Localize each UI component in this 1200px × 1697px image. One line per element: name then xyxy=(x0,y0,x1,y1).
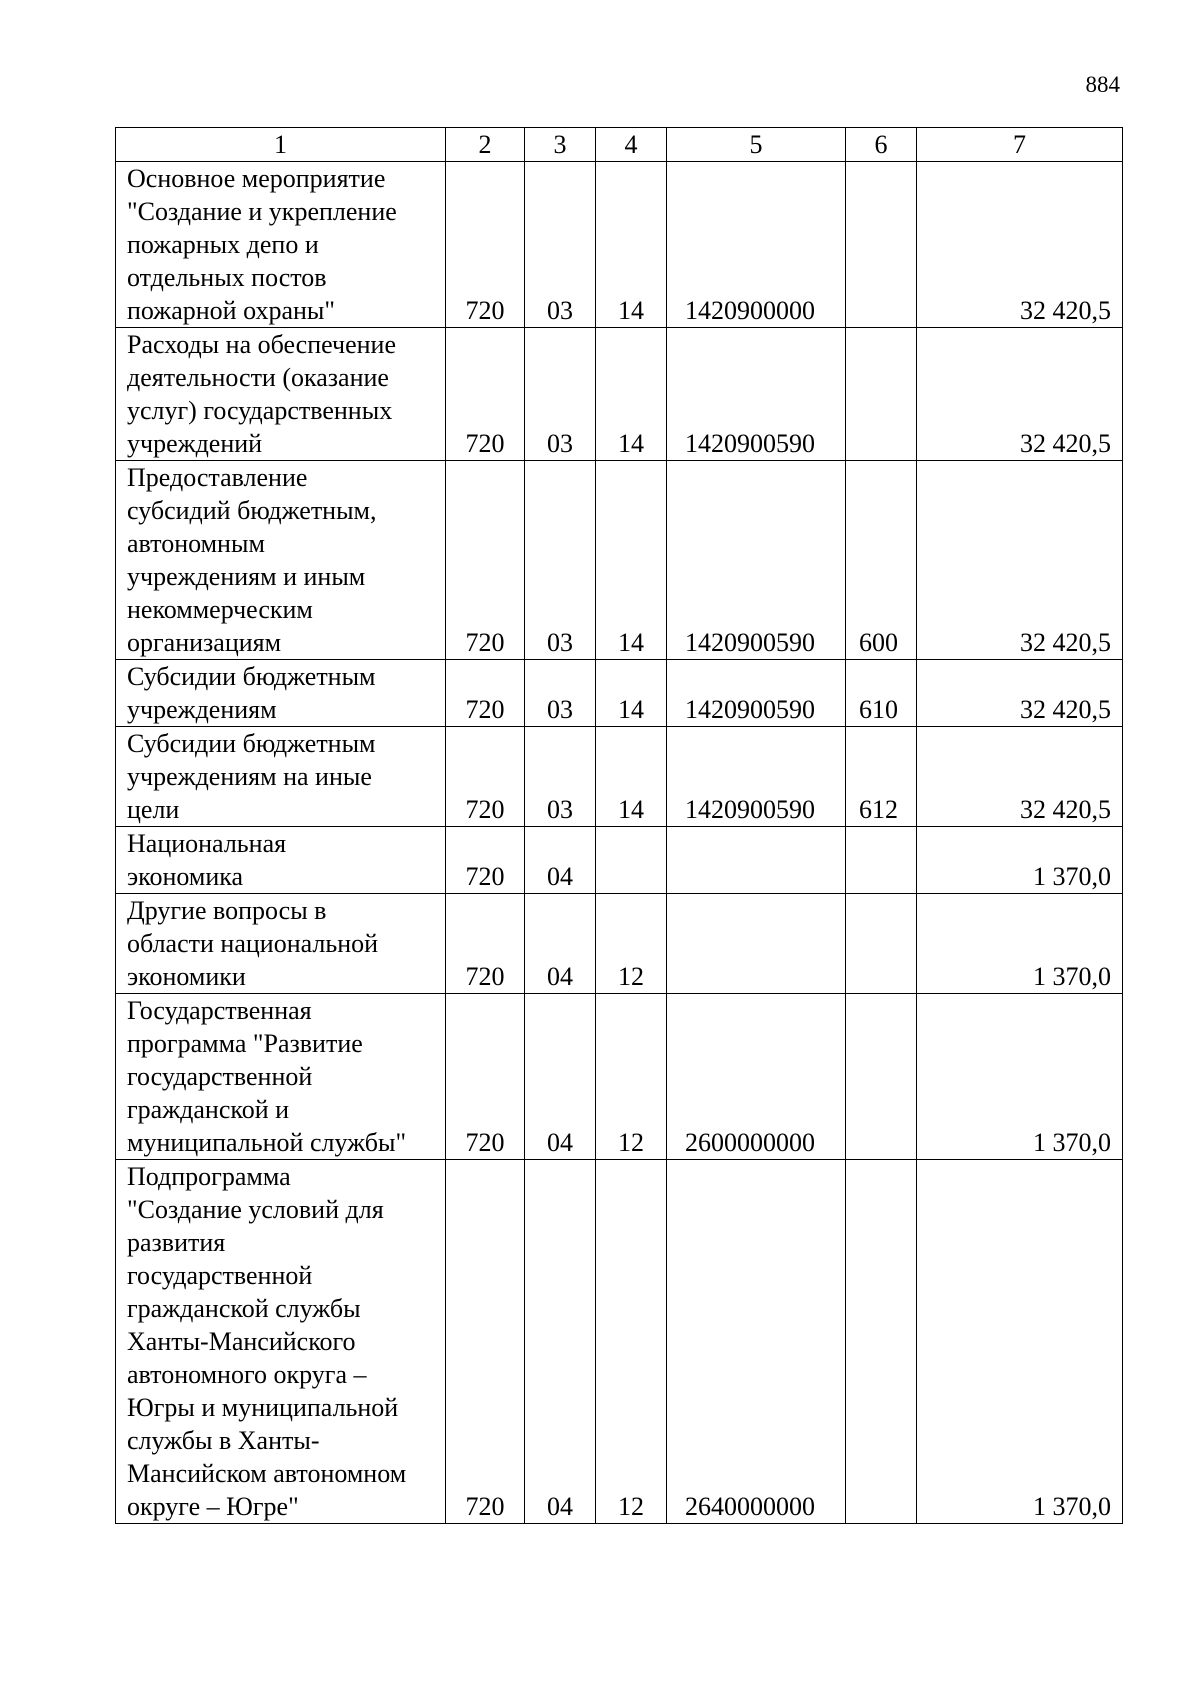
cell-name-line: "Создание и укрепление xyxy=(127,197,397,226)
cell-name-line: некоммерческим xyxy=(127,595,313,624)
cell-subsection: 14 xyxy=(596,461,667,660)
table-row xyxy=(116,461,1123,660)
cell-name-line: развития xyxy=(127,1228,226,1257)
cell-expense-type xyxy=(846,162,917,328)
cell-section: 04 xyxy=(525,1160,596,1524)
header-cell-2: 2 xyxy=(446,128,525,162)
cell-ved: 720 xyxy=(446,994,525,1160)
cell-target-code xyxy=(667,827,846,894)
table-body xyxy=(116,162,1123,1524)
cell-amount: 1 370,0 xyxy=(917,1160,1123,1524)
header-cell-4: 4 xyxy=(596,128,667,162)
cell-expense-type: 610 xyxy=(846,660,917,727)
cell-name-line: экономики xyxy=(127,962,246,991)
cell-amount: 1 370,0 xyxy=(917,894,1123,994)
cell-section: 03 xyxy=(525,162,596,328)
cell-name-line: учреждениям и иным xyxy=(127,562,366,591)
cell-section: 03 xyxy=(525,727,596,827)
cell-section: 03 xyxy=(525,660,596,727)
cell-name-line: экономика xyxy=(127,862,244,891)
cell-ved: 720 xyxy=(446,827,525,894)
cell-name-line: услуг) государственных xyxy=(127,396,393,425)
cell-name xyxy=(116,1160,446,1524)
cell-target-code: 2600000000 xyxy=(667,994,846,1160)
cell-name-line: программа "Развитие xyxy=(127,1029,363,1058)
cell-subsection: 12 xyxy=(596,994,667,1160)
page-number: 884 xyxy=(1085,72,1120,97)
cell-amount: 32 420,5 xyxy=(917,660,1123,727)
cell-amount: 1 370,0 xyxy=(917,994,1123,1160)
cell-name-line: Государственная xyxy=(127,996,312,1025)
cell-name-line: Подпрограмма xyxy=(127,1162,291,1191)
cell-ved: 720 xyxy=(446,894,525,994)
cell-ved: 720 xyxy=(446,1160,525,1524)
cell-name-line: учреждениям xyxy=(127,695,277,724)
table-row xyxy=(116,727,1123,827)
cell-name-line: субсидий бюджетным, xyxy=(127,496,377,525)
cell-ved: 720 xyxy=(446,727,525,827)
cell-ved: 720 xyxy=(446,162,525,328)
cell-name-line: пожарной охраны" xyxy=(127,296,335,325)
cell-name xyxy=(116,727,446,827)
cell-section: 04 xyxy=(525,894,596,994)
table-row xyxy=(116,894,1123,994)
cell-name-line: государственной xyxy=(127,1062,313,1091)
cell-name-line: Ханты-Мансийского xyxy=(127,1327,356,1356)
cell-name-line: учреждений xyxy=(127,429,263,458)
cell-name xyxy=(116,894,446,994)
cell-subsection xyxy=(596,827,667,894)
cell-name xyxy=(116,660,446,727)
cell-amount: 32 420,5 xyxy=(917,162,1123,328)
table-header xyxy=(116,128,1123,162)
cell-name xyxy=(116,162,446,328)
cell-name-line: Другие вопросы в xyxy=(127,896,327,925)
table-row xyxy=(116,1160,1123,1524)
cell-name-line: "Создание условий для xyxy=(127,1195,384,1224)
cell-name-line: деятельности (оказание xyxy=(127,363,389,392)
cell-name-line: Субсидии бюджетным xyxy=(127,662,376,691)
cell-name-line: Национальная xyxy=(127,829,287,858)
cell-section: 03 xyxy=(525,328,596,461)
cell-section: 04 xyxy=(525,827,596,894)
cell-target-code: 1420900000 xyxy=(667,162,846,328)
cell-target-code: 1420900590 xyxy=(667,727,846,827)
cell-subsection: 14 xyxy=(596,660,667,727)
cell-expense-type xyxy=(846,827,917,894)
cell-name-line: Предоставление xyxy=(127,463,308,492)
header-cell-7: 7 xyxy=(917,128,1123,162)
header-cell-3: 3 xyxy=(525,128,596,162)
header-cell-6: 6 xyxy=(846,128,917,162)
cell-subsection: 12 xyxy=(596,1160,667,1524)
cell-target-code xyxy=(667,894,846,994)
cell-name xyxy=(116,827,446,894)
cell-name-line: организациям xyxy=(127,628,282,657)
cell-expense-type: 612 xyxy=(846,727,917,827)
cell-amount: 32 420,5 xyxy=(917,461,1123,660)
cell-name-line: автономным xyxy=(127,529,265,558)
cell-expense-type xyxy=(846,1160,917,1524)
cell-name xyxy=(116,994,446,1160)
header-cell-1: 1 xyxy=(116,128,446,162)
table-row xyxy=(116,328,1123,461)
table-row xyxy=(116,162,1123,328)
cell-name-line: Мансийском автономном xyxy=(127,1459,407,1488)
cell-name-line: Субсидии бюджетным xyxy=(127,729,376,758)
cell-section: 04 xyxy=(525,994,596,1160)
cell-expense-type xyxy=(846,328,917,461)
cell-name-line: государственной xyxy=(127,1261,313,1290)
cell-name-line: гражданской и xyxy=(127,1095,290,1124)
cell-amount: 32 420,5 xyxy=(917,328,1123,461)
cell-name-line: муниципальной службы" xyxy=(127,1128,407,1157)
cell-ved: 720 xyxy=(446,461,525,660)
cell-expense-type xyxy=(846,994,917,1160)
cell-section: 03 xyxy=(525,461,596,660)
cell-ved: 720 xyxy=(446,660,525,727)
cell-subsection: 14 xyxy=(596,328,667,461)
cell-name-line: округе – Югре" xyxy=(127,1492,299,1521)
table-row xyxy=(116,660,1123,727)
cell-name-line: автономного округа – xyxy=(127,1360,367,1389)
cell-target-code: 2640000000 xyxy=(667,1160,846,1524)
cell-name-line: области национальной xyxy=(127,929,379,958)
cell-ved: 720 xyxy=(446,328,525,461)
cell-name-line: цели xyxy=(127,795,180,824)
cell-subsection: 12 xyxy=(596,894,667,994)
cell-name-line: гражданской службы xyxy=(127,1294,361,1323)
cell-name xyxy=(116,461,446,660)
cell-name-line: Расходы на обеспечение xyxy=(127,330,397,359)
cell-name-line: учреждениям на иные xyxy=(127,762,372,791)
table-row xyxy=(116,827,1123,894)
cell-expense-type: 600 xyxy=(846,461,917,660)
cell-name-line: Югры и муниципальной xyxy=(127,1393,399,1422)
cell-name-line: пожарных депо и xyxy=(127,230,319,259)
cell-subsection: 14 xyxy=(596,727,667,827)
cell-target-code: 1420900590 xyxy=(667,461,846,660)
table-row xyxy=(116,994,1123,1160)
header-cell-5: 5 xyxy=(667,128,846,162)
cell-subsection: 14 xyxy=(596,162,667,328)
cell-name-line: службы в Ханты- xyxy=(127,1426,320,1455)
header-row xyxy=(116,128,1123,162)
cell-name-line: отдельных постов xyxy=(127,263,327,292)
cell-expense-type xyxy=(846,894,917,994)
cell-target-code: 1420900590 xyxy=(667,660,846,727)
cell-target-code: 1420900590 xyxy=(667,328,846,461)
cell-amount: 32 420,5 xyxy=(917,727,1123,827)
cell-name-line: Основное мероприятие xyxy=(127,164,386,193)
cell-name xyxy=(116,328,446,461)
budget-table xyxy=(115,127,1123,1524)
cell-amount: 1 370,0 xyxy=(917,827,1123,894)
